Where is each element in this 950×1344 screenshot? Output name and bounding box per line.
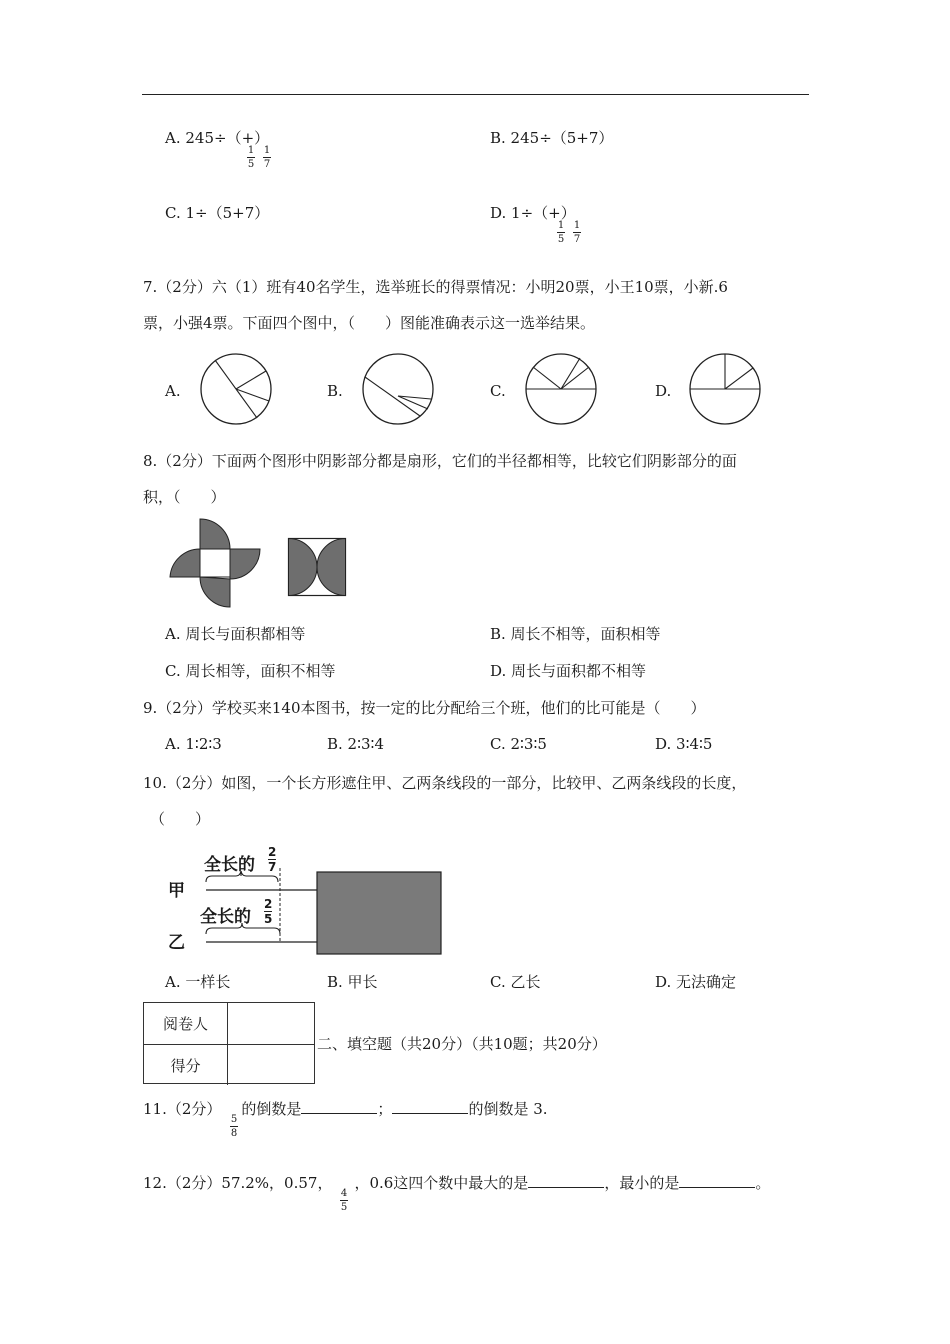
q10-option-d[interactable]: D. 无法确定: [655, 973, 737, 991]
q10-bottom-label: 全长的: [200, 907, 251, 927]
q8-option-c[interactable]: C. 周长相等，面积不相等: [165, 662, 336, 680]
q6-option-c[interactable]: C. 1÷（5+7）: [165, 204, 270, 222]
q10-label-jia: 甲: [168, 881, 185, 901]
q10-option-a[interactable]: A. 一样长: [165, 973, 231, 991]
q9-option-a[interactable]: A. 1∶2∶3: [165, 735, 222, 753]
q12-fraction: 4 5: [340, 1188, 348, 1213]
q11-blank-2[interactable]: [392, 1099, 468, 1114]
grader-reviewer-label: 阅卷人: [144, 1003, 228, 1044]
q11-blank-1[interactable]: [301, 1099, 377, 1114]
q6-a-fraction-1: 1 5: [247, 145, 255, 170]
q7-label-d[interactable]: D.: [655, 382, 672, 400]
q7-label-b[interactable]: B.: [327, 382, 343, 400]
q6-option-d[interactable]: D. 1÷（+）: [490, 204, 576, 222]
q8-option-b[interactable]: B. 周长不相等，面积相等: [490, 625, 661, 643]
q9-text: 9.（2分）学校买来140本图书，按一定的比分配给三个班，他们的比可能是（ ）: [143, 699, 706, 717]
q6-a-fraction-2: 1 7: [263, 145, 271, 170]
q8-shaded-sector: [200, 577, 230, 607]
q11-text: 11.（2分） 的倒数是 ； 的倒数是 3.: [143, 1100, 548, 1118]
q9-option-c[interactable]: C. 2∶3∶5: [490, 735, 547, 753]
q8-shaded-sector: [230, 549, 260, 579]
q11-fraction: 5 8: [230, 1114, 238, 1139]
q10-option-b[interactable]: B. 甲长: [327, 973, 378, 991]
q8-text-line1: 8.（2分）下面两个图形中阴影部分都是扇形，它们的半径都相等，比较它们阴影部分的面: [143, 452, 737, 470]
q10-text-line2: （ ）: [150, 810, 211, 828]
q8-shaded-sector: [200, 519, 230, 549]
q8-text-line2: 积，（ ）: [143, 488, 226, 506]
q7-pie-c[interactable]: [525, 353, 597, 425]
q8-option-d[interactable]: D. 周长与面积都不相等: [490, 662, 647, 680]
q8-option-a[interactable]: A. 周长与面积都相等: [165, 625, 306, 643]
q7-pie-a[interactable]: [200, 353, 272, 425]
q6-d-fraction-2: 1 7: [573, 220, 581, 245]
grader-row-score: [144, 1044, 314, 1085]
q10-segments-diagram: [200, 868, 445, 958]
q8-shaded-sector: [170, 549, 200, 577]
q10-top-fraction: 2 7: [268, 845, 277, 874]
header-rule: [142, 94, 809, 95]
q10-text-line1: 10.（2分）如图，一个长方形遮住甲、乙两条线段的一部分，比较甲、乙两条线段的长度，: [143, 774, 747, 792]
grader-table: [143, 1002, 315, 1084]
q10-top-label: 全长的: [204, 855, 255, 875]
section2-title: 二、填空题（共20分）（共10题；共20分）: [317, 1035, 607, 1053]
q9-option-d[interactable]: D. 3∶4∶5: [655, 735, 713, 753]
q10-cover-rectangle: [317, 872, 441, 954]
q7-text-line2: 票，小强4票。下面四个图中，（ ）图能准确表示这一选举结果。: [143, 314, 596, 332]
q7-label-c[interactable]: C.: [490, 382, 506, 400]
q6-option-a[interactable]: A. 245÷（+）: [165, 129, 270, 147]
q10-option-c[interactable]: C. 乙长: [490, 973, 541, 991]
q12-text: 12.（2分）57.2%，0.57， ，0.6这四个数中最大的是 ，最小的是 。: [143, 1174, 771, 1192]
grader-row-reviewer: [144, 1003, 314, 1044]
q7-pie-d[interactable]: [689, 353, 761, 425]
q6-option-b[interactable]: B. 245÷（5+7）: [490, 129, 614, 147]
q12-blank-2[interactable]: [679, 1173, 755, 1188]
q7-label-a[interactable]: A.: [165, 382, 181, 400]
q6-d-fraction-1: 1 5: [557, 220, 565, 245]
q7-pie-b[interactable]: [362, 353, 434, 425]
q9-option-b[interactable]: B. 2∶3∶4: [327, 735, 384, 753]
q10-label-yi: 乙: [168, 933, 185, 953]
q8-figure-pinwheel: [170, 519, 260, 607]
q8-figure-square-sectors: [288, 538, 346, 596]
q12-blank-1[interactable]: [528, 1173, 604, 1188]
grader-score-label: 得分: [144, 1045, 228, 1085]
q10-bottom-fraction: 2 5: [264, 897, 273, 926]
q7-text-line1: 7.（2分）六（1）班有40名学生，选举班长的得票情况：小明20票，小王10票，小新.6: [143, 278, 728, 296]
